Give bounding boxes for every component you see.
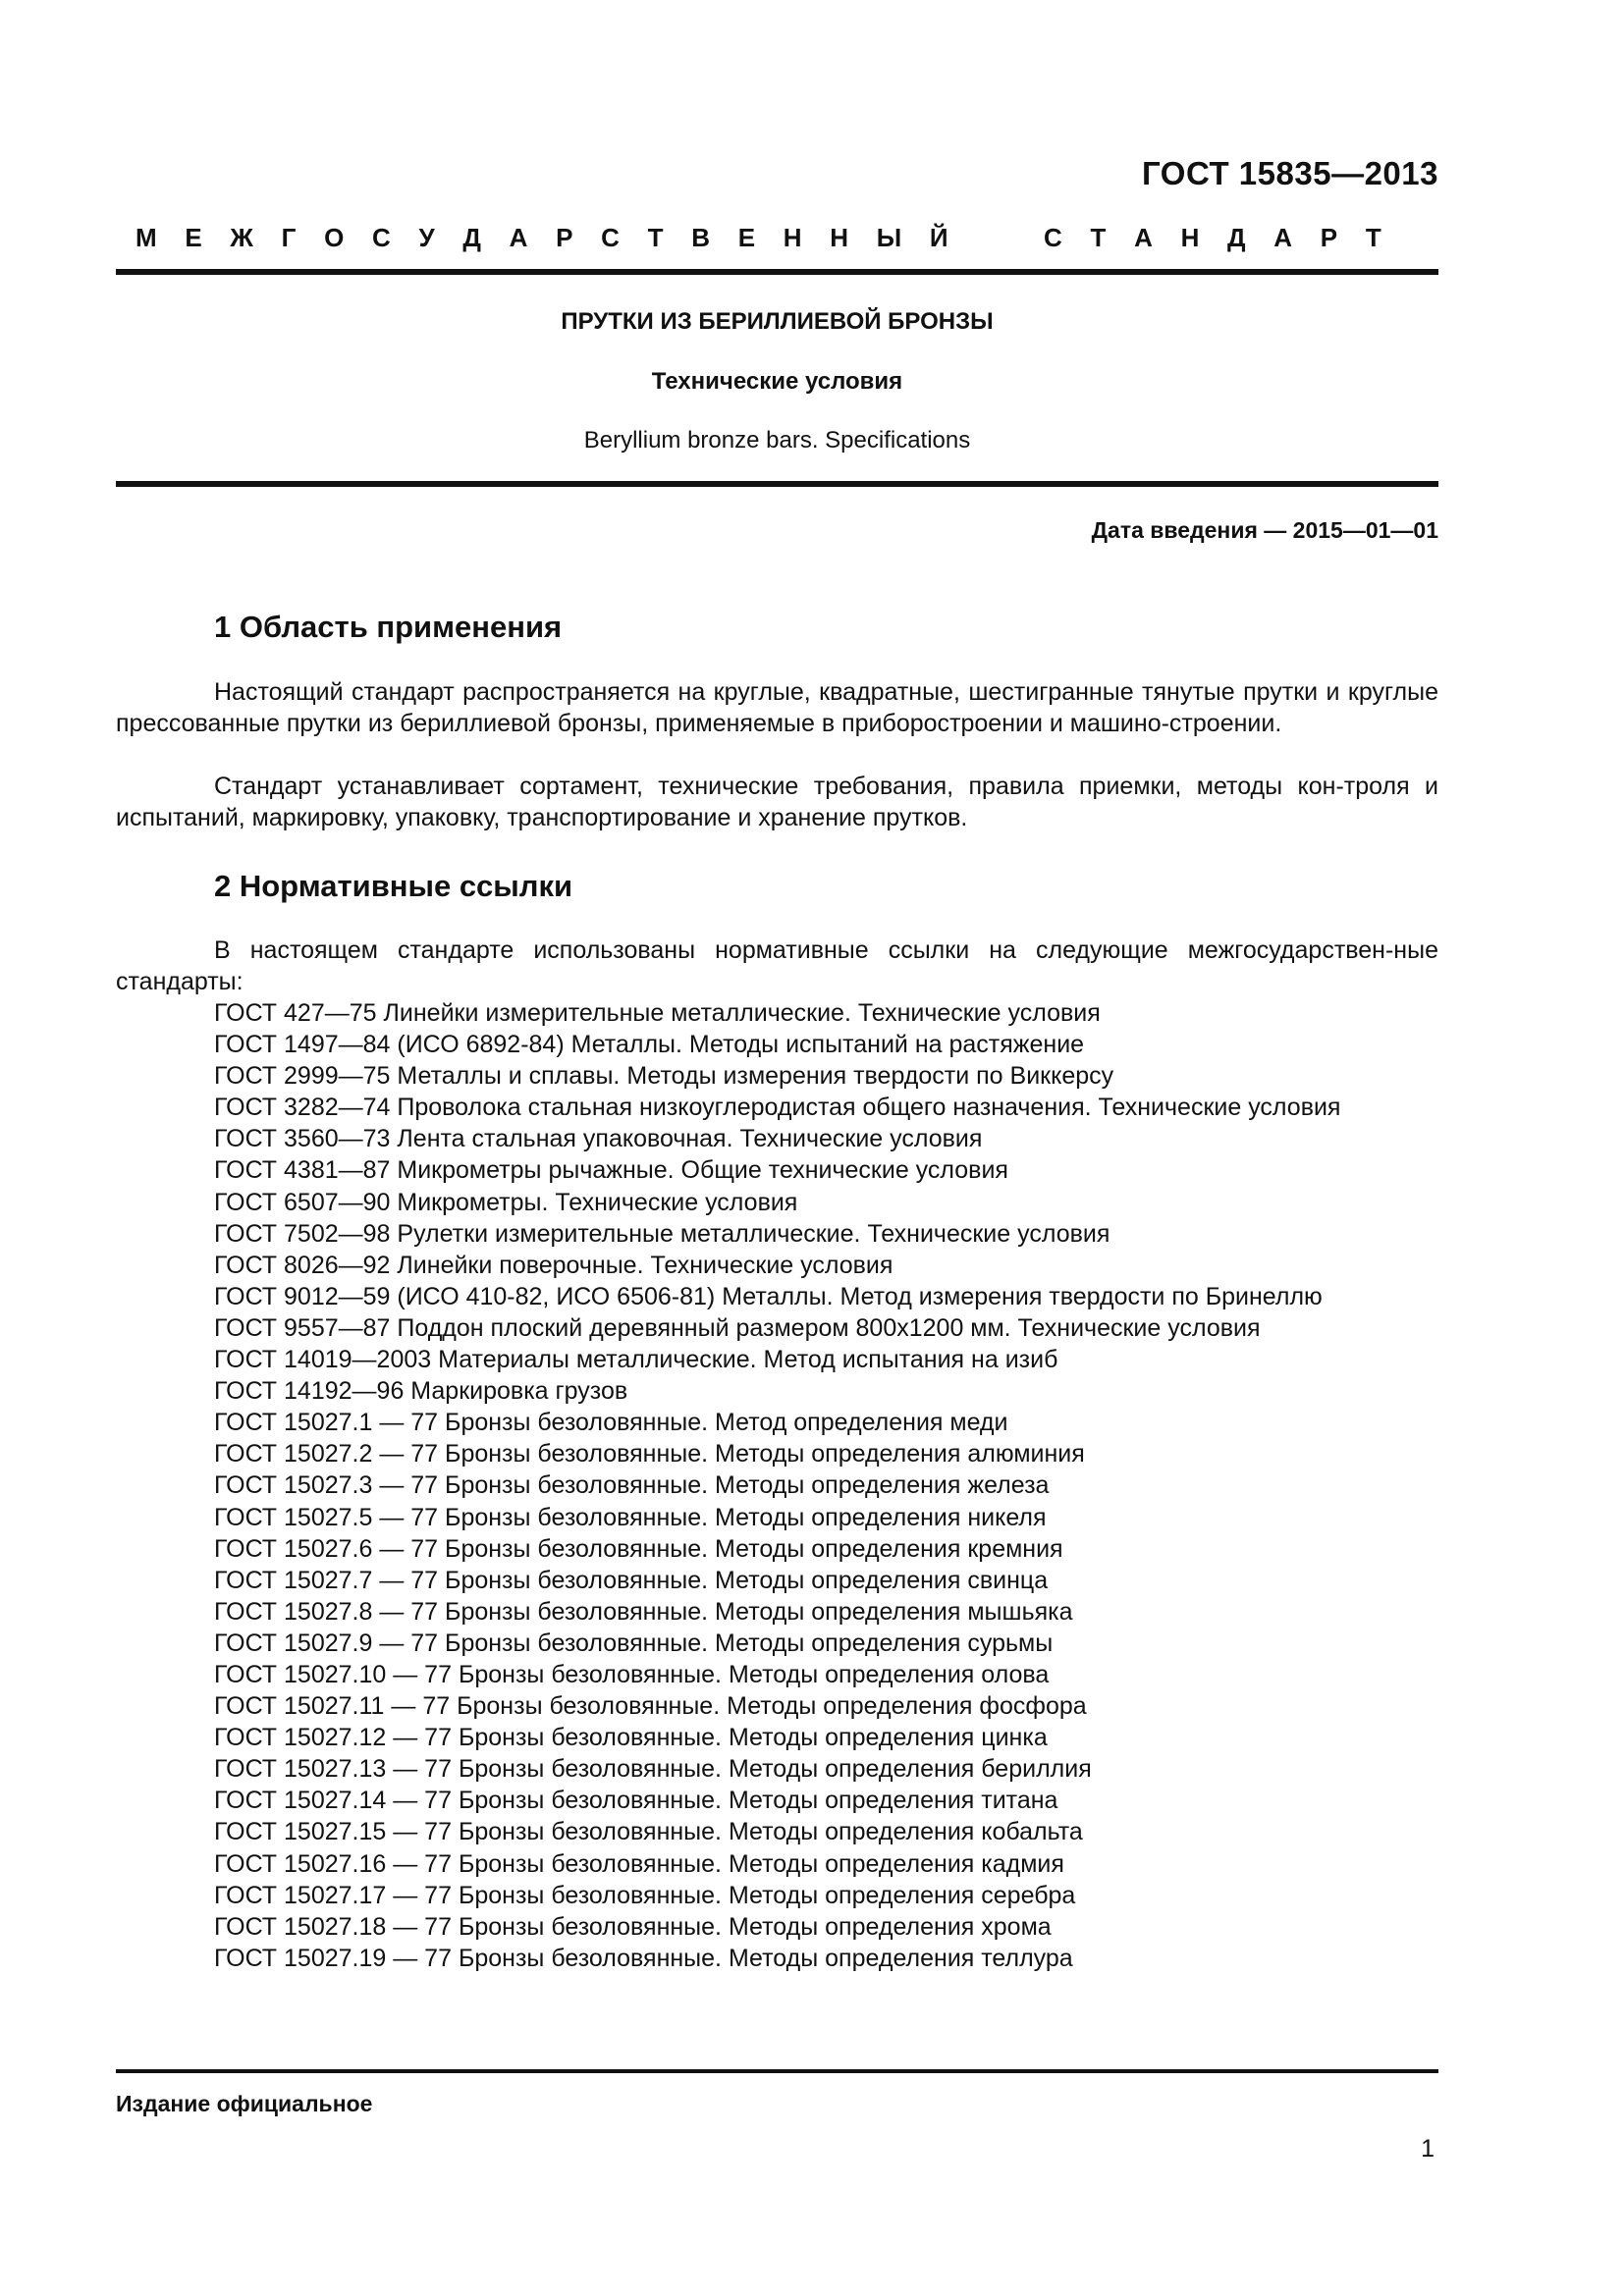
reference-item: ГОСТ 14192—96 Маркировка грузов [214, 1377, 628, 1406]
document-page [116, 0, 1438, 2296]
standard-type-letter: Е [185, 223, 202, 252]
standard-type-letter: Ы [876, 223, 902, 252]
page-number: 1 [1421, 2135, 1435, 2163]
standard-type-letter: Е [737, 223, 756, 252]
standard-type-letter: А [509, 223, 528, 252]
reference-item: ГОСТ 15027.1 — 77 Бронзы безоловянные. Метод определения меди [214, 1409, 1008, 1437]
footer-rule [116, 2069, 1438, 2073]
document-title-english: Beryllium bronze bars. Specifications [583, 427, 971, 454]
reference-item: ГОСТ 15027.18 — 77 Бронзы безоловянные. Методы определения хрома [214, 1912, 1052, 1941]
section-2-heading: 2 Нормативные ссылки [214, 869, 573, 903]
word-gap [976, 223, 1015, 253]
reference-item: ГОСТ 9557—87 Поддон плоский деревянный размером 800x1200 мм. Технические условия [214, 1313, 1261, 1342]
standard-type-letter: О [324, 223, 345, 252]
reference-item: ГОСТ 15027.17 — 77 Бронзы безоловянные. Методы определения серебра [214, 1881, 1076, 1909]
standard-type-letter: Д [462, 223, 481, 252]
reference-item: ГОСТ 6507—90 Микрометры. Технические условия [214, 1188, 798, 1216]
standard-type-letter: Н [830, 223, 849, 252]
standard-type-letter: Т [647, 223, 664, 252]
reference-item: ГОСТ 15027.7 — 77 Бронзы безоловянные. Методы определения свинца [214, 1566, 1049, 1594]
reference-item: ГОСТ 15027.5 — 77 Бронзы безоловянные. Методы определения никеля [214, 1503, 1047, 1531]
reference-item: ГОСТ 2999—75 Металлы и сплавы. Методы измерения твердости по Виккерсу [214, 1062, 1114, 1091]
document-number: ГОСТ 15835—2013 [1142, 155, 1438, 191]
standard-type-letter: У [418, 223, 435, 252]
standard-type-letter: Ж [230, 223, 253, 252]
reference-item: ГОСТ 15027.3 — 77 Бронзы безоловянные. Методы определения железа [214, 1471, 1050, 1500]
section-1-heading: 1 Область применения [214, 610, 563, 644]
standard-type-letter: Т [1365, 223, 1381, 252]
standard-type-letter: В [691, 223, 711, 252]
reference-item: ГОСТ 3560—73 Лента стальная упаковочная. Технические условия [214, 1125, 983, 1153]
reference-item: ГОСТ 15027.2 — 77 Бронзы безоловянные. Методы определения алюминия [214, 1440, 1085, 1468]
reference-item: ГОСТ 15027.10 — 77 Бронзы безоловянные. Методы определения олова [214, 1660, 1050, 1688]
section-1-paragraph: Стандарт устанавливает сортамент, технические требования, правила приемки, методы кон-троля и испытаний, маркировку, упаковку, транспортирование и хранение прутков. [116, 773, 1438, 831]
section-2-intro: В настоящем стандарте использованы нормативные ссылки на следующие межгосударствен-ные стандарты: [116, 936, 1438, 995]
standard-type-letter: Р [1320, 223, 1338, 252]
standard-type-letter: С [372, 223, 391, 252]
standard-type-letter: Д [1227, 223, 1246, 252]
reference-item: ГОСТ 15027.14 — 77 Бронзы безоловянные. Методы определения титана [214, 1787, 1058, 1815]
standard-type-heading [135, 223, 1381, 253]
reference-item: ГОСТ 427—75 Линейки измерительные металлические. Технические условия [214, 999, 1101, 1027]
title-rule [116, 481, 1438, 487]
reference-item: ГОСТ 1497—84 (ИСО 6892-84) Металлы. Методы испытаний на растяжение [214, 1031, 1085, 1059]
reference-item: ГОСТ 15027.15 — 77 Бронзы безоловянные. Методы определения кобальта [214, 1818, 1083, 1846]
reference-item: ГОСТ 15027.8 — 77 Бронзы безоловянные. Методы определения мышьяка [214, 1597, 1073, 1626]
reference-item: ГОСТ 15027.19 — 77 Бронзы безоловянные. Методы определения теллура [214, 1944, 1073, 1972]
reference-item: ГОСТ 15027.12 — 77 Бронзы безоловянные. Методы определения цинка [214, 1724, 1048, 1752]
document-title: ПРУТКИ ИЗ БЕРИЛЛИЕВОЙ БРОНЗЫ [561, 308, 994, 335]
reference-item: ГОСТ 8026—92 Линейки поверочные. Технические условия [214, 1251, 893, 1279]
reference-item: ГОСТ 4381—87 Микрометры рычажные. Общие технические условия [214, 1156, 1008, 1185]
reference-item: ГОСТ 15027.11 — 77 Бронзы безоловянные. Методы определения фосфора [214, 1692, 1087, 1721]
standard-type-letter: М [135, 223, 157, 252]
reference-item: ГОСТ 3282—74 Проволока стальная низкоуглеродистая общего назначения. Технические условия [214, 1094, 1341, 1122]
standard-type-letter: Р [556, 223, 573, 252]
introduction-date: Дата введения — 2015—01—01 [1091, 517, 1438, 543]
reference-item: ГОСТ 7502—98 Рулетки измерительные металлические. Технические условия [214, 1219, 1110, 1248]
reference-item: ГОСТ 15027.13 — 77 Бронзы безоловянные. Методы определения бериллия [214, 1755, 1092, 1784]
edition-label: Издание официальное [116, 2091, 373, 2116]
reference-item: ГОСТ 15027.9 — 77 Бронзы безоловянные. Методы определения сурьмы [214, 1629, 1054, 1657]
document-subtitle: Технические условия [651, 368, 903, 395]
reference-item: ГОСТ 15027.6 — 77 Бронзы безоловянные. Методы определения кремния [214, 1534, 1063, 1563]
standard-type-letter: Г [281, 223, 297, 252]
standard-type-letter: С [601, 223, 620, 252]
header-rule [116, 269, 1438, 275]
normative-references-list [116, 997, 1438, 1974]
standard-type-letter: Т [1090, 223, 1107, 252]
standard-type-letter: Н [1180, 223, 1200, 252]
standard-type-letter: А [1273, 223, 1293, 252]
standard-type-letter: А [1134, 223, 1153, 252]
standard-type-letter: Й [929, 223, 948, 252]
section-1-paragraph: Настоящий стандарт распространяется на круглые, квадратные, шестигранные тянутые прутки и круглые прессованные прутки из бериллиевой бронзы, применяемые в приборостроении и машино-строении. [116, 678, 1438, 737]
standard-type-letter: Н [783, 223, 802, 252]
reference-item: ГОСТ 15027.16 — 77 Бронзы безоловянные. Методы определения кадмия [214, 1849, 1064, 1878]
reference-item: ГОСТ 14019—2003 Материалы металлические. Метод испытания на изиб [214, 1346, 1058, 1374]
reference-item: ГОСТ 9012—59 (ИСО 410-82, ИСО 6506-81) Металлы. Метод измерения твердости по Бринеллю [214, 1282, 1323, 1310]
standard-type-letter: С [1044, 223, 1062, 252]
